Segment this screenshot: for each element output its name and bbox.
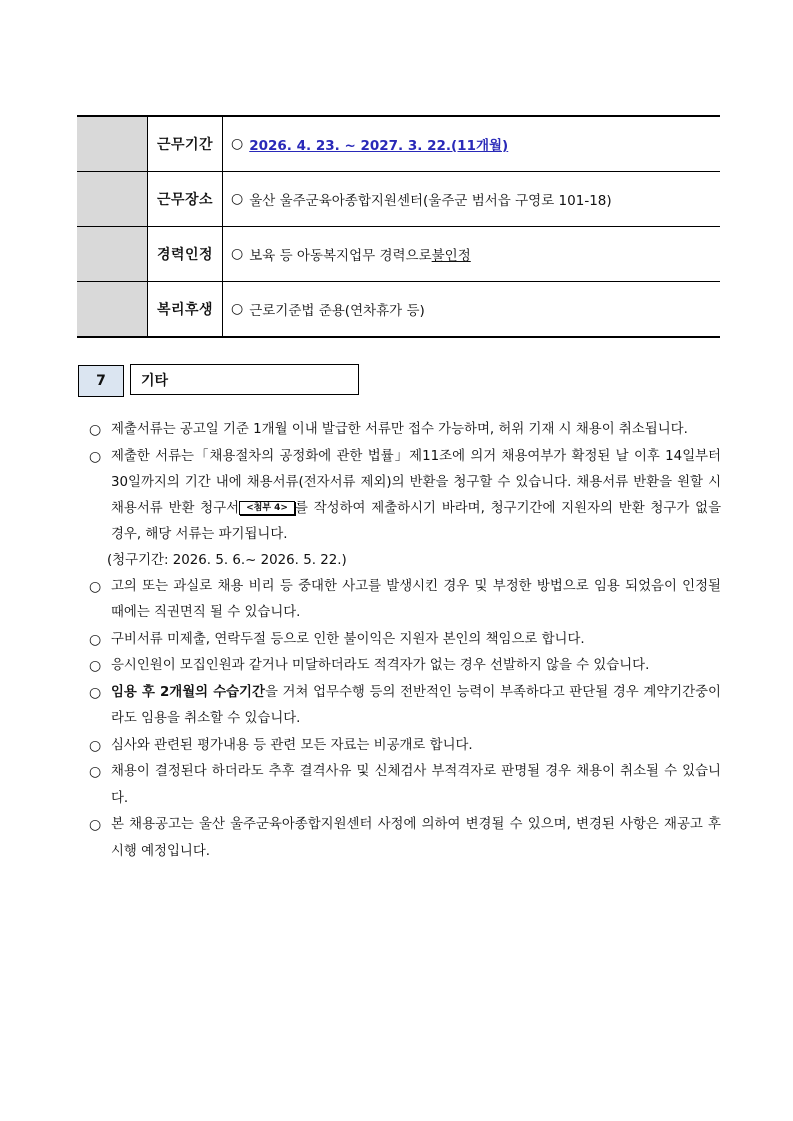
circle-bullet: ○ xyxy=(89,631,102,648)
list-item xyxy=(89,574,721,627)
notes-list xyxy=(89,417,721,865)
list-item xyxy=(89,680,721,733)
note-text: 고의 또는 과실로 채용 비리 등 중대한 사고를 발생시킨 경우 및 부정한 방법으로 임용 되었음이 인정될 때에는 직권면직 될 수 있습니다. xyxy=(111,578,721,620)
table-row xyxy=(77,282,720,336)
work-place-text: 울산 울주군육아종합지원센터(울주군 범서읍 구영로 101-18) xyxy=(249,193,612,209)
row-label-work-place: 근무장소 xyxy=(148,172,223,226)
row-value-benefits xyxy=(223,282,720,336)
employment-conditions-table xyxy=(77,115,720,338)
circle-bullet: ○ xyxy=(89,658,102,674)
benefits-text: 근로기준법 준용(연차휴가 등) xyxy=(249,303,425,319)
circle-bullet: ○ xyxy=(231,301,244,317)
circle-bullet: ○ xyxy=(89,764,102,780)
section-title: 기타 xyxy=(130,364,359,395)
note-text: 응시인원이 모집인원과 같거나 미달하더라도 적격자가 없는 경우 선발하지 않을 수 있습니다. xyxy=(111,658,650,673)
note-text xyxy=(107,444,721,574)
table-side-cell xyxy=(77,227,148,281)
career-underlined-text: 불인정 xyxy=(431,248,471,264)
list-item xyxy=(89,417,721,444)
table-row xyxy=(77,227,720,282)
table-row xyxy=(77,117,720,172)
circle-bullet: ○ xyxy=(89,448,102,465)
probation-emphasis: 임용 후 2개월의 수습기간 xyxy=(111,684,265,700)
note-text: 채용이 결정된다 하더라도 추후 결격사유 및 신체검사 부적격자로 판명될 경우 채용이 취소될 수 있습니다. xyxy=(111,764,721,806)
circle-bullet: ○ xyxy=(231,136,244,152)
note-text: 구비서류 미제출, 연락두절 등으로 인한 불이익은 지원자 본인의 책임으로 합니다. xyxy=(111,631,585,647)
list-item xyxy=(89,759,721,812)
note-text-part: 를 작성하여 제출하시기 바라며, 청구기간에 지원자의 반환 청구가 없을 경우, 해당 서류는 파기됩니다. xyxy=(111,500,721,542)
row-label-career: 경력인정 xyxy=(148,227,223,281)
note-text: 제출서류는 공고일 기준 1개월 이내 발급한 서류만 접수 가능하며, 허위 기재 시 채용이 취소됩니다. xyxy=(111,422,688,437)
table-side-cell xyxy=(77,282,148,336)
claim-period: (청구기간: 2026. 5. 6.~ 2026. 5. 22.) xyxy=(107,552,347,568)
table-side-cell xyxy=(77,117,148,171)
list-item xyxy=(89,627,721,654)
note-text-part: 을 거쳐 업무수행 등의 전반적인 능력이 부족하다고 판단될 경우 계약기간중이라도 임용을 취소할 수 있습니다. xyxy=(111,684,721,726)
circle-bullet: ○ xyxy=(89,578,102,595)
circle-bullet: ○ xyxy=(231,246,244,262)
row-value-work-place xyxy=(223,172,720,226)
row-label-benefits: 복리후생 xyxy=(148,282,223,336)
circle-bullet: ○ xyxy=(89,684,102,701)
table-row xyxy=(77,172,720,227)
note-text: 본 채용공고는 울산 울주군육아종합지원센터 사정에 의하여 변경될 수 있으며, 변경된 사항은 재공고 후 시행 예정입니다. xyxy=(111,817,721,859)
row-value-work-period xyxy=(223,117,720,171)
note-text-part: 제출한 서류는「채용절차의 공정화에 관한 법률」제11조에 의거 채용여부가 확정된 날 이후 14일부터 30일까지의 기간 내에 채용서류(전자서류 제외)의 반환을 청구할 수 있습니다. 채용서류 반환을 원할 시 채용서류 반환 청구서 xyxy=(111,448,721,516)
attachment-badge: <첨부 4> xyxy=(239,501,295,515)
circle-bullet: ○ xyxy=(231,191,244,207)
circle-bullet: ○ xyxy=(89,737,102,754)
circle-bullet: ○ xyxy=(89,817,102,833)
work-period-dates: 2026. 4. 23. ~ 2027. 3. 22.(11개월) xyxy=(249,138,509,154)
note-text: 심사와 관련된 평가내용 등 관련 모든 자료는 비공개로 합니다. xyxy=(111,737,473,753)
circle-bullet: ○ xyxy=(89,422,102,438)
career-text: 보육 등 아동복지업무 경력으로 xyxy=(249,248,432,264)
note-text xyxy=(111,680,721,733)
row-label-work-period: 근무기간 xyxy=(148,117,223,171)
list-item xyxy=(89,812,721,865)
row-value-career xyxy=(223,227,720,281)
section-number: 7 xyxy=(78,365,124,397)
list-item xyxy=(89,733,721,760)
list-item xyxy=(89,653,721,680)
list-item xyxy=(89,444,721,574)
table-side-cell xyxy=(77,172,148,226)
